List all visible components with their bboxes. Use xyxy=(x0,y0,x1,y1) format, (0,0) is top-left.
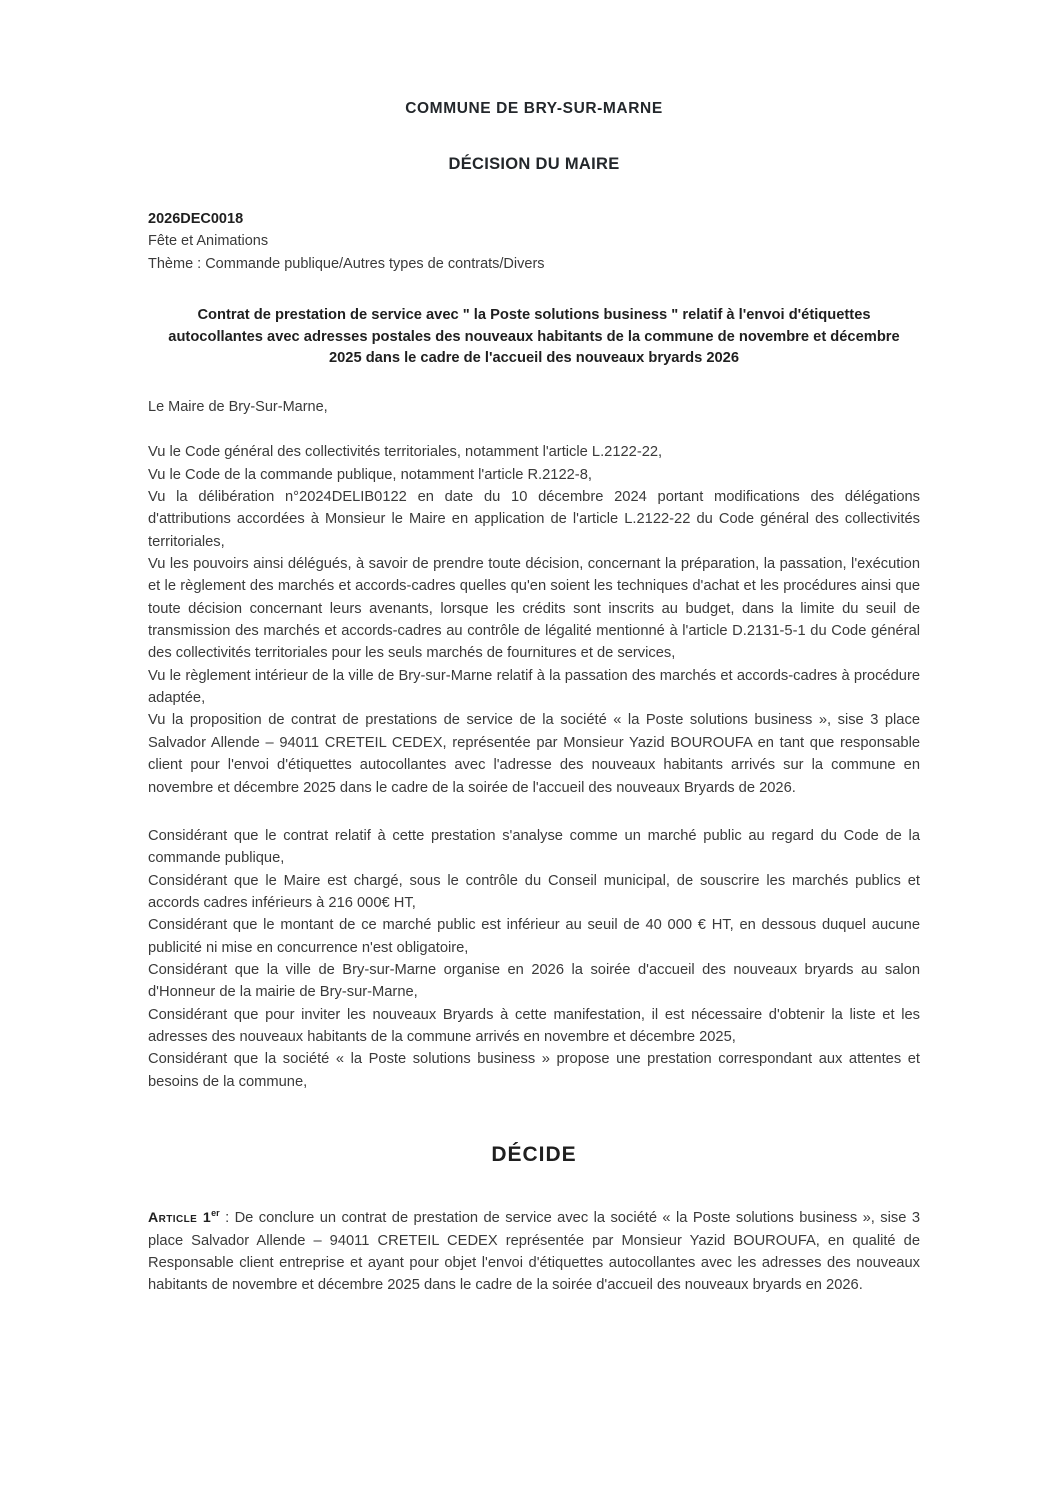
vu-paragraph: Vu la délibération n°2024DELIB0122 en date du 10 décembre 2024 portant modifications des délégations d'attributions accordées à Monsieur le Maire en application de l'article L.2122-22 du Code général des collectivités territoriales, xyxy=(148,489,920,550)
document-body xyxy=(148,100,920,1297)
considerant-section xyxy=(148,825,920,1093)
lead-line: Le Maire de Bry-Sur-Marne, xyxy=(148,399,328,416)
vu-section xyxy=(148,441,920,799)
vu-paragraph: Vu les pouvoirs ainsi délégués, à savoir de prendre toute décision, concernant la préparation, la passation, l'exécution et le règlement des marchés et accords-cadres quelles qu'en soient les techniques d'achat et les procédures ainsi que toute décision concernant leurs avenants, lorsque les crédits sont inscrits au budget, dans la limite du seuil de transmission des marchés et accords-cadres au contrôle de légalité mentionné à l'article D.2131-5-1 du Code général des collectivités territoriales pour les seuls marchés de fournitures et de services, xyxy=(148,556,920,662)
document-type-heading: DÉCISION DU MAIRE xyxy=(448,155,620,173)
service-name: Fête et Animations xyxy=(148,233,269,250)
considerant-paragraph: Considérant que pour inviter les nouveaux Bryards à cette manifestation, il est nécessaire d'obtenir la liste et les adresses des nouveaux habitants de la commune arrivés en novembre et décembre 2025, xyxy=(148,1006,920,1045)
considerant-paragraph: Considérant que le montant de ce marché public est inférieur au seuil de 40 000 € HT, en dessous duquel aucune publicité ni mise en concurrence n'est obligatoire, xyxy=(148,917,920,956)
article-1-block xyxy=(148,1207,920,1297)
vu-paragraph: Vu la proposition de contrat de prestations de service de la société « la Poste solutions business », sise 3 place Salvador Allende – 94011 CRETEIL CEDEX, représentée par Monsieur Yazid BOUROUFA en tant que responsable client pour l'envoi d'étiquettes autocollantes avec l'adresse des nouveaux habitants arrivés sur la commune en novembre et décembre 2025 dans le cadre de la soirée de l'accueil des nouveaux Bryards de 2026. xyxy=(148,712,920,796)
considerant-paragraph: Considérant que le Maire est chargé, sous le contrôle du Conseil municipal, de souscrire les marchés publics et accords cadres inférieurs à 216 000€ HT, xyxy=(148,872,920,911)
article-1-label xyxy=(148,1210,220,1226)
article-1-label-text: Article 1 xyxy=(148,1209,212,1226)
vu-paragraph: Vu le Code général des collectivités territoriales, notamment l'article L.2122-22, xyxy=(148,444,663,461)
vu-paragraph: Vu le Code de la commande publique, notamment l'article R.2122-8, xyxy=(148,466,592,483)
reference-block xyxy=(148,208,920,275)
vu-paragraph: Vu le règlement intérieur de la ville de Bry-sur-Marne relatif à la passation des marchés et accords-cadres à procédure adaptée, xyxy=(148,667,920,707)
considerant-paragraph: Considérant que le contrat relatif à cette prestation s'analyse comme un marché public au regard du Code de la commande publique, xyxy=(148,827,920,867)
considerant-paragraph: Considérant que la ville de Bry-sur-Marne organise en 2026 la soirée d'accueil des nouveaux bryards au salon d'Honneur de la mairie de Bry-sur-Marne, xyxy=(148,961,920,1001)
article-1-paragraph xyxy=(148,1207,920,1297)
article-1-text: : De conclure un contrat de prestation de service avec la société « la Poste solutions business », sise 3 place Salvador Allende – 94011 CRETEIL CEDEX représentée par Monsieur Yazid BOUROUFA, en qualité de Responsable client entreprise et ayant pour objet l'envoi d'étiquettes autocollantes avec les adresses des nouveaux habitants de novembre et décembre 2025 dans le cadre de la soirée d'accueil des nouveaux bryards en 2026. xyxy=(148,1209,921,1294)
considerant-paragraph: Considérant que la société « la Poste solutions business » propose une prestation correspondant aux attentes et besoins de la commune, xyxy=(148,1051,920,1090)
page-title: COMMUNE DE BRY-SUR-MARNE xyxy=(405,100,663,117)
object-title: Contrat de prestation de service avec " la Poste solutions business " relatif à l'envoi d'étiquettes autocollantes avec adresses postales des nouveaux habitants de la commune de novembre et décembre 2025 dans le cadre de l'accueil des nouveaux bryards 2026 xyxy=(168,307,900,367)
decide-heading: DÉCIDE xyxy=(491,1142,577,1166)
decision-reference-code: 2026DEC0018 xyxy=(148,211,244,227)
theme-line: Thème : Commande publique/Autres types de contrats/Divers xyxy=(148,255,545,272)
article-1-label-sup: er xyxy=(211,1208,220,1219)
